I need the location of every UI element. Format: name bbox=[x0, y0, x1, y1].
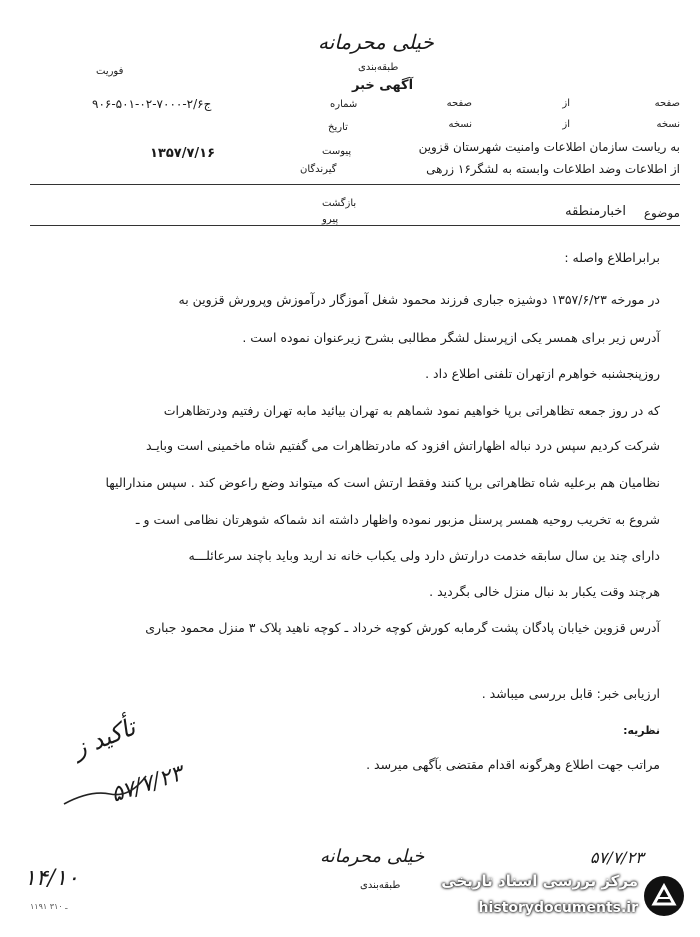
corner-number-handwritten: ۱۴/۱۰ bbox=[24, 866, 79, 891]
body-line: هرچند وقت یکبار بد نبال منزل خالی بگردید . bbox=[429, 584, 660, 599]
page-from-label: از bbox=[562, 98, 570, 109]
number-value: ۹۰۶-۵۰۱-۰۲-۷۰۰۰-ج۲/۶ bbox=[92, 97, 212, 111]
copy-from-label: از bbox=[562, 119, 570, 130]
date-label: تاریخ bbox=[328, 122, 348, 133]
header-divider bbox=[30, 184, 680, 185]
number-label: شماره bbox=[330, 99, 358, 110]
body-line: شرکت کردیم سپس درد نباله اظهاراتش افزود که مادرتظاهرات می گفتیم شاه ماخمینی است وبایـد bbox=[145, 438, 660, 453]
page-label-2: صفحه bbox=[446, 98, 472, 109]
body-line: در مورخه ۱۳۵۷/۶/۲۳ دوشیزه جباری فرزند محمود شغل آموزگار درآموزش وپرورش قزوین به bbox=[178, 292, 660, 307]
form-title: آگهی خبر bbox=[352, 78, 414, 93]
watermark-text-fa: مرکز بررسی اسناد تاریخی bbox=[441, 872, 638, 890]
bottom-date-handwritten: ۵۷/۷/۲۳ bbox=[590, 848, 644, 867]
form-code: ۱۱۹۱ ـ ۳۱۰ bbox=[30, 902, 68, 911]
follow-label: پیرو bbox=[322, 214, 339, 225]
from-line: از اطلاعات وضد اطلاعات وابسته به لشگر۱۶ زرهی bbox=[426, 162, 680, 176]
watermark-logo-icon bbox=[642, 874, 686, 918]
copy-label: نسخه bbox=[656, 119, 680, 130]
attachment-date-value: ۱۳۵۷/۷/۱۶ bbox=[150, 146, 216, 161]
salutation: برابراطلاع واصله : bbox=[564, 250, 660, 265]
watermark-badge bbox=[420, 864, 690, 930]
attachment-label: پیوست bbox=[322, 146, 352, 157]
body-line: دارای چند ین سال سابقه خدمت درارتش دارد ولی یکباب خانه ند ارید وباید باچند سرعائلـــه bbox=[188, 548, 660, 563]
signature-handwritten: تأکید ز bbox=[69, 712, 140, 764]
body-line: آدرس قزوین خیابان پادگان پشت گرمابه کورش کوچه خرداد ـ کوچه ناهید پلاک ۳ منزل محمود جباری bbox=[145, 620, 660, 635]
to-line: به ریاست سازمان اطلاعات وامنیت شهرستان قزوین bbox=[418, 140, 680, 154]
subject-underline bbox=[30, 225, 680, 226]
note-label: نظریه: bbox=[623, 724, 660, 737]
body-line: شروع به تخریب روحیه همسر پرسنل مزبور نموده واظهار داشته اند شماکه شوهرتان نظامی است و ـ bbox=[135, 512, 660, 527]
page-label: صفحه bbox=[654, 98, 680, 109]
body-line: نظامیان هم برعلیه شاه تظاهراتی برپا کنند وفقط ارتش است که میتواند وضع راعوض کند . سپس منداراليها bbox=[105, 475, 660, 490]
signature-stroke-icon bbox=[60, 770, 150, 810]
top-classification-handwritten: خیلی محرمانه bbox=[318, 30, 434, 54]
subject-value: اخبارمنطقه bbox=[565, 204, 626, 219]
bottom-classification-handwritten: خیلی محرمانه bbox=[320, 846, 425, 867]
return-label: بازگشت bbox=[322, 198, 357, 209]
evaluation-text: ارزیابی خبر: قابل بررسی میباشد . bbox=[481, 686, 660, 701]
body-line: آدرس زیر برای همسر یکی ازپرسنل لشگر مطالبی بشرح زیرعنوان نموده است . bbox=[242, 330, 660, 345]
copy-label-2: نسخه bbox=[448, 119, 472, 130]
watermark-text-en: historydocuments.ir bbox=[478, 900, 638, 916]
bottom-classification-label: طبقه‌بندی bbox=[360, 880, 401, 891]
signature-date-handwritten: ۵۷/۷/۲۳ bbox=[107, 761, 186, 808]
action-text: مراتب جهت اطلاع وهرگونه اقدام مقتضی بآگهی میرسد . bbox=[366, 757, 660, 772]
classification-label: طبقه‌بندی bbox=[358, 62, 399, 73]
recipients-label: گیرندگان bbox=[300, 164, 337, 175]
urgency-label: فوریت bbox=[96, 66, 124, 77]
subject-label: موضوع bbox=[643, 206, 680, 220]
body-line: روزپنجشنبه خواهرم ازتهران تلفنی اطلاع داد . bbox=[425, 366, 660, 381]
body-line: که در روز جمعه تظاهراتی برپا خواهیم نمود شماهم به تهران بیائید مابه تهران رفتیم ودرتظاهرات bbox=[163, 403, 660, 418]
